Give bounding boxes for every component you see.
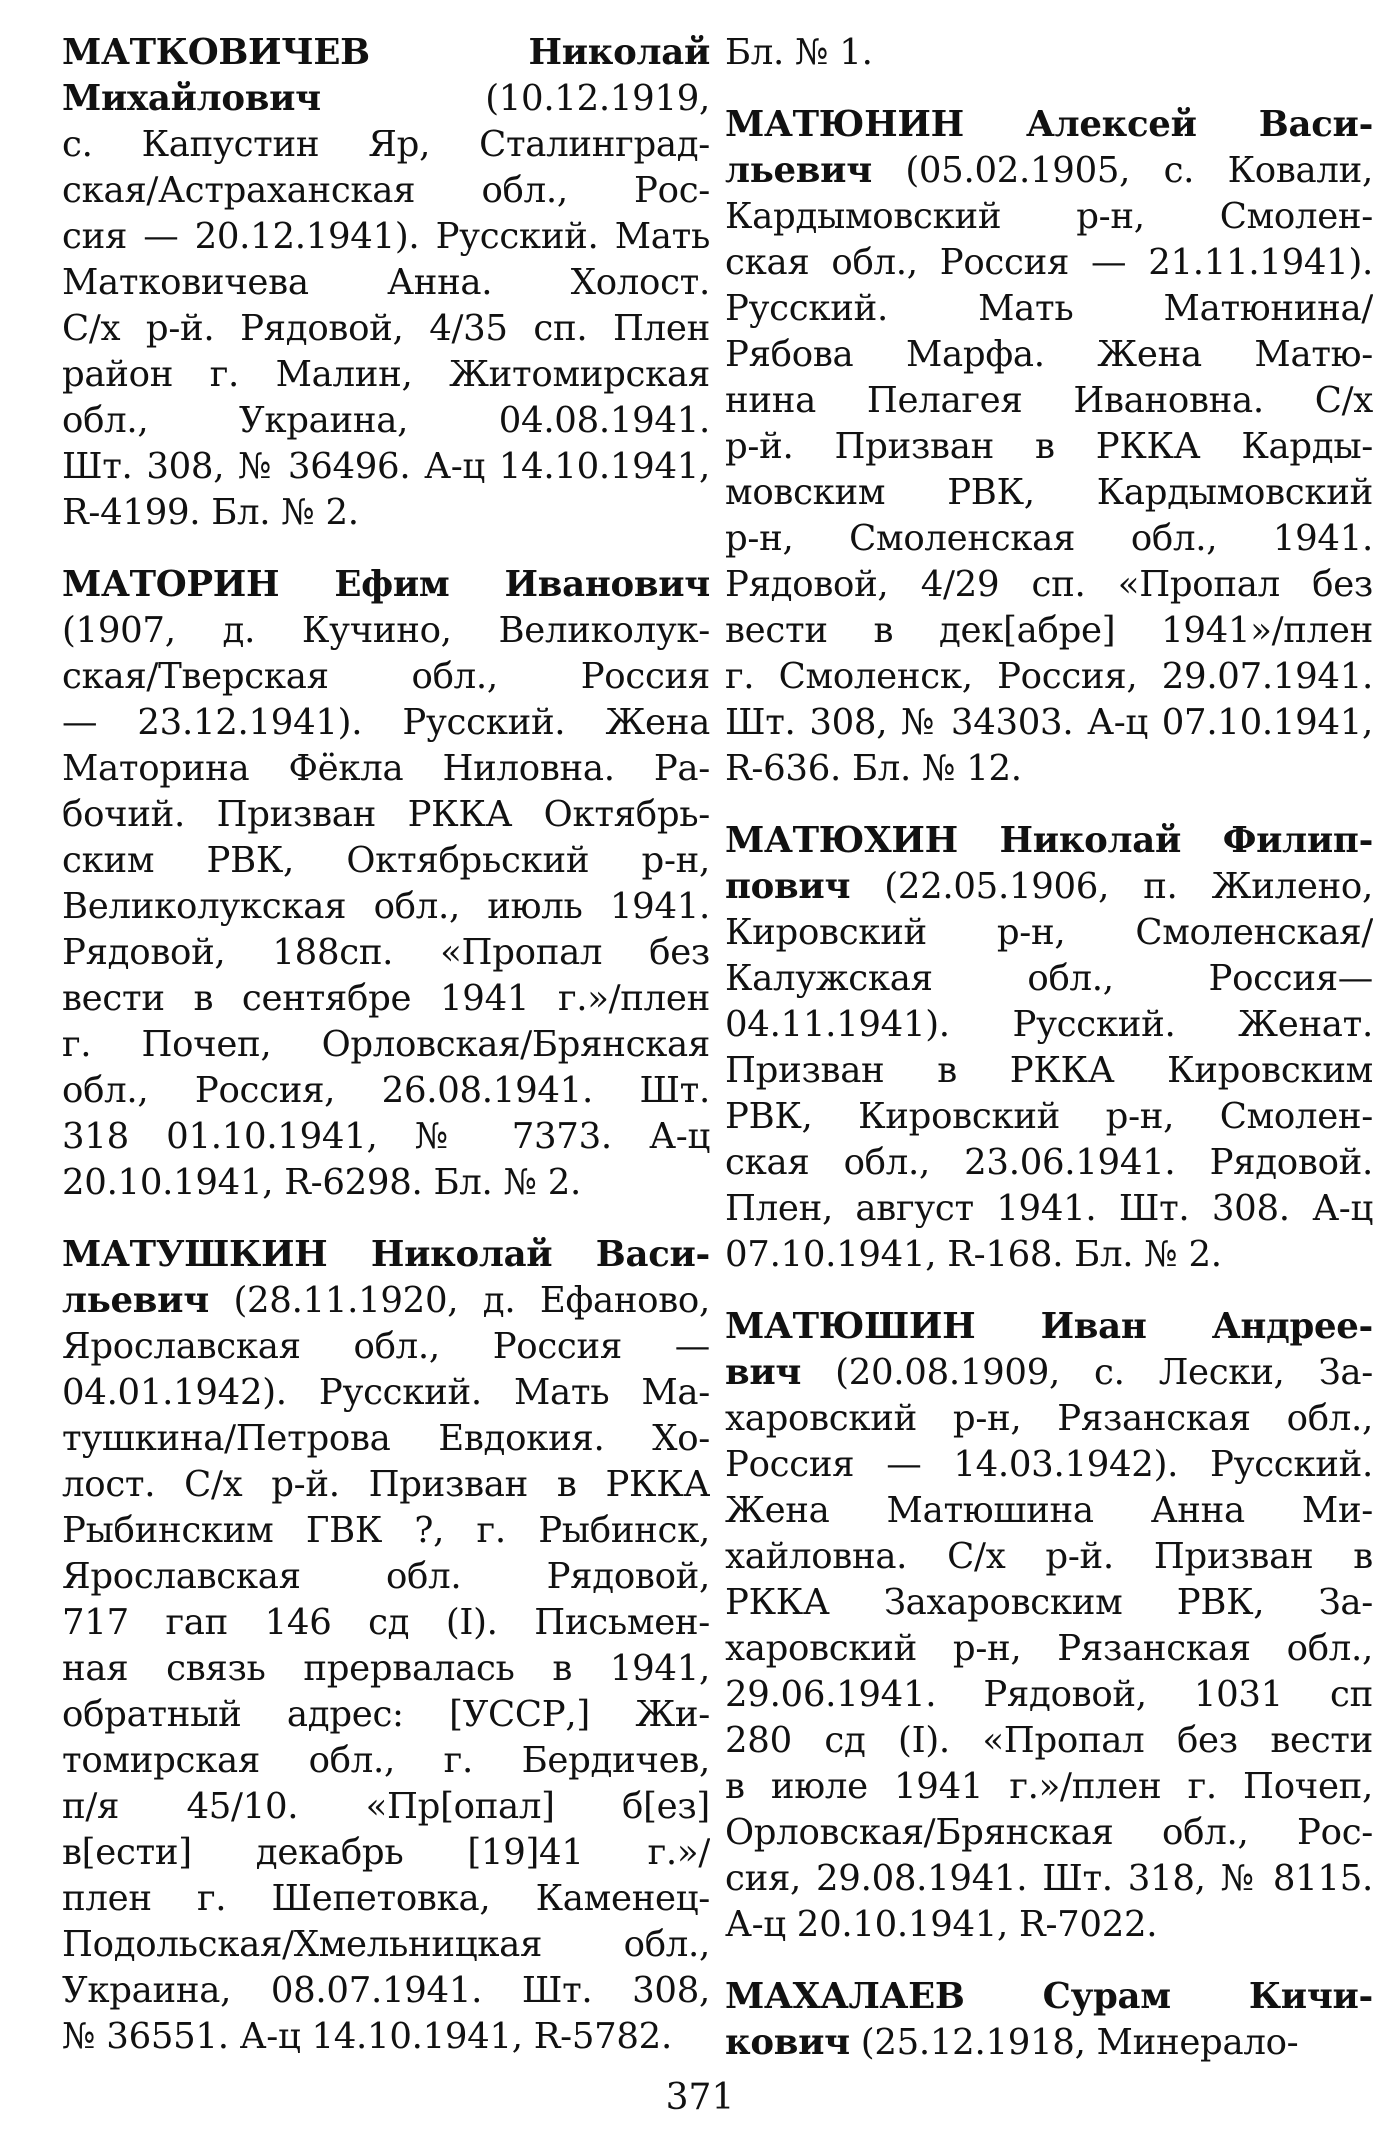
entry-line bbox=[62, 930, 710, 976]
entry-line bbox=[725, 148, 1373, 194]
entry-line bbox=[725, 1396, 1373, 1442]
entry-line bbox=[725, 1140, 1373, 1186]
entry-line bbox=[725, 1672, 1373, 1718]
entry bbox=[725, 818, 1373, 1278]
entry-line bbox=[62, 1784, 710, 1830]
entry-text: Маторина Фёкла Ниловна. Ра- bbox=[62, 748, 710, 789]
entry-text: 20.10.1941, R-6298. Бл. № 2. bbox=[62, 1162, 582, 1203]
entry-name: льевич bbox=[62, 1280, 209, 1321]
entry-line bbox=[725, 424, 1373, 470]
entry bbox=[725, 1974, 1373, 2066]
left-column bbox=[62, 30, 710, 2086]
entry-text: Великолукская обл., июль 1941. bbox=[62, 886, 710, 927]
entry-name: МАТЮНИН Алексей Васи- bbox=[725, 104, 1373, 145]
entry-line bbox=[725, 1232, 1373, 1278]
entry-line bbox=[62, 884, 710, 930]
entry-line bbox=[725, 956, 1373, 1002]
entry-line bbox=[62, 976, 710, 1022]
entry-text: Кировский р-н, Смоленская/ bbox=[725, 912, 1373, 953]
entry-text: (22.05.1906, п. Жилено, bbox=[850, 866, 1373, 907]
entry-line bbox=[725, 1764, 1373, 1810]
entry-text: в июле 1941 г.»/плен г. Почеп, bbox=[725, 1766, 1373, 1807]
entry-line bbox=[62, 352, 710, 398]
entry-text: С/х р-й. Рядовой, 4/35 сп. Плен bbox=[62, 308, 710, 349]
entry-text: п/я 45/10. «Пр[опал] б[ез] bbox=[62, 1786, 710, 1827]
entry-text: тушкина/Петрова Евдокия. Хо- bbox=[62, 1418, 710, 1459]
entry-line bbox=[725, 470, 1373, 516]
entry-text: с. Капустин Яр, Сталинград- bbox=[62, 124, 710, 165]
entry-line bbox=[725, 1856, 1373, 1902]
entry-text: Рядовой, 4/29 сп. «Пропал без bbox=[725, 564, 1373, 605]
entry-text: нина Пелагея Ивановна. С/х bbox=[725, 380, 1373, 421]
entry-line bbox=[725, 1442, 1373, 1488]
entry-text: лост. С/х р-й. Призван в РККА bbox=[62, 1464, 710, 1505]
entry-line bbox=[725, 1186, 1373, 1232]
entry-line bbox=[62, 444, 710, 490]
entry-line bbox=[62, 1600, 710, 1646]
entry-text: г. Смоленск, Россия, 29.07.1941. bbox=[725, 656, 1373, 697]
entry-text: R-4199. Бл. № 2. bbox=[62, 492, 359, 533]
entry-line bbox=[725, 1626, 1373, 1672]
entry-text: томирская обл., г. Бердичев, bbox=[62, 1740, 710, 1781]
entry-line bbox=[725, 608, 1373, 654]
entry-line bbox=[62, 1876, 710, 1922]
entry-text: Украина, 08.07.1941. Шт. 308, bbox=[62, 1970, 710, 2011]
entry-text: (05.02.1905, с. Ковали, bbox=[871, 150, 1373, 191]
entry-text: ская обл., Россия — 21.11.1941). bbox=[725, 242, 1373, 283]
entry-line bbox=[62, 76, 710, 122]
entry-text: плен г. Шепетовка, Каменец- bbox=[62, 1878, 710, 1919]
entry-name: МАТЮХИН Николай Филип- bbox=[725, 820, 1373, 861]
entry-text: А-ц 20.10.1941, R-7022. bbox=[725, 1904, 1158, 1945]
entry-text: Подольская/Хмельницкая обл., bbox=[62, 1924, 710, 1965]
entry-line bbox=[62, 838, 710, 884]
entry-line bbox=[725, 378, 1373, 424]
entry-text: (20.08.1909, с. Лески, За- bbox=[801, 1352, 1373, 1393]
entry-line bbox=[725, 1350, 1373, 1396]
entry-line bbox=[725, 1902, 1373, 1948]
entry-text: ская/Астраханская обл., Рос- bbox=[62, 170, 710, 211]
entry-name: МАТУШКИН Николай Васи- bbox=[62, 1234, 710, 1275]
entry-line bbox=[62, 1830, 710, 1876]
entry-line bbox=[725, 102, 1373, 148]
entry-line bbox=[725, 864, 1373, 910]
entry-text: R-636. Бл. № 12. bbox=[725, 748, 1022, 789]
entry-line bbox=[62, 30, 710, 76]
entry-line bbox=[62, 1114, 710, 1160]
entry-line bbox=[62, 1738, 710, 1784]
entry-name: кович bbox=[725, 2022, 850, 2063]
entry-text: обл., Украина, 04.08.1941. bbox=[62, 400, 710, 441]
entry-line bbox=[62, 608, 710, 654]
entry-text: ская обл., 23.06.1941. Рядовой. bbox=[725, 1142, 1373, 1183]
entry-name: МАТКОВИЧЕВ Николай bbox=[62, 32, 710, 73]
entry-text: сия, 29.08.1941. Шт. 318, № 8115. bbox=[725, 1858, 1373, 1899]
entry-line bbox=[62, 1160, 710, 1206]
entry bbox=[62, 1232, 710, 2060]
entry-text: Ярославская обл., Россия — bbox=[62, 1326, 710, 1367]
entry-name: МАТОРИН Ефим Иванович bbox=[62, 564, 710, 605]
entry-line bbox=[62, 122, 710, 168]
entry-text: (10.12.1919, bbox=[320, 78, 710, 119]
entry-line bbox=[62, 1416, 710, 1462]
entry-text: Орловская/Брянская обл., Рос- bbox=[725, 1812, 1373, 1853]
entry-text: Плен, август 1941. Шт. 308. А-ц bbox=[725, 1188, 1373, 1229]
entry-text: (1907, д. Кучино, Великолук- bbox=[62, 610, 710, 651]
entry-line bbox=[725, 654, 1373, 700]
entry-line bbox=[62, 792, 710, 838]
entry-line bbox=[725, 2020, 1373, 2066]
entry-line bbox=[725, 194, 1373, 240]
entry bbox=[62, 562, 710, 1206]
entry-text: ная связь прервалась в 1941, bbox=[62, 1648, 710, 1689]
entry-line bbox=[725, 910, 1373, 956]
entry-text: р-й. Призван в РККА Карды- bbox=[725, 426, 1373, 467]
entry-text: — 23.12.1941). Русский. Жена bbox=[62, 702, 710, 743]
entry-line bbox=[62, 2014, 710, 2060]
entry-text: Матковичева Анна. Холост. bbox=[62, 262, 710, 303]
entry-text: сия — 20.12.1941). Русский. Мать bbox=[62, 216, 710, 257]
entry-line bbox=[62, 1508, 710, 1554]
entry-name: вич bbox=[725, 1352, 802, 1393]
entry-line bbox=[725, 1002, 1373, 1048]
entry-text: Рябова Марфа. Жена Матю- bbox=[725, 334, 1373, 375]
entry-text: Рядовой, 188сп. «Пропал без bbox=[62, 932, 710, 973]
entry-text: вести в дек[абре] 1941»/плен bbox=[725, 610, 1373, 651]
entry bbox=[725, 1304, 1373, 1948]
entry-line bbox=[62, 654, 710, 700]
entry-line bbox=[725, 1094, 1373, 1140]
entry-text: Жена Матюшина Анна Ми- bbox=[725, 1490, 1373, 1531]
entry-text: мовским РВК, Кардымовский bbox=[725, 472, 1373, 513]
entry-text: Бл. № 1. bbox=[725, 32, 873, 73]
entry-text: Ярославская обл. Рядовой, bbox=[62, 1556, 710, 1597]
entry-text: вести в сентябре 1941 г.»/плен bbox=[62, 978, 710, 1019]
entry-text: Русский. Мать Матюнина/ bbox=[725, 288, 1373, 329]
entry-text: г. Почеп, Орловская/Брянская bbox=[62, 1024, 710, 1065]
entry-text: ская/Тверская обл., Россия bbox=[62, 656, 710, 697]
entry-text: Призван в РККА Кировским bbox=[725, 1050, 1373, 1091]
entry-line bbox=[62, 168, 710, 214]
entry-name: льевич bbox=[725, 150, 872, 191]
entry-text: Калужская обл., Россия— bbox=[725, 958, 1373, 999]
entry-line bbox=[62, 1068, 710, 1114]
entry-line bbox=[725, 1974, 1373, 2020]
entry-text: Кардымовский р-н, Смолен- bbox=[725, 196, 1373, 237]
entry-text: ским РВК, Октябрьский р-н, bbox=[62, 840, 710, 881]
entry-name: Михайлович bbox=[62, 78, 321, 119]
entry-text: РВК, Кировский р-н, Смолен- bbox=[725, 1096, 1373, 1137]
entry-line bbox=[725, 516, 1373, 562]
entry-text: 717 гап 146 сд (I). Письмен- bbox=[62, 1602, 710, 1643]
entry-line bbox=[62, 398, 710, 444]
entry bbox=[62, 30, 710, 536]
entry-text: р-н, Смоленская обл., 1941. bbox=[725, 518, 1373, 559]
entry-text: 318 01.10.1941, № 7373. А-ц bbox=[62, 1116, 710, 1157]
entry-text: 280 сд (I). «Пропал без вести bbox=[725, 1720, 1373, 1761]
entry-line bbox=[62, 562, 710, 608]
entry-text: (28.11.1920, д. Ефаново, bbox=[208, 1280, 710, 1321]
entry-line bbox=[725, 30, 1373, 76]
entry-text: обл., Россия, 26.08.1941. Шт. bbox=[62, 1070, 710, 1111]
entry-line bbox=[62, 1922, 710, 1968]
entry-line bbox=[62, 1324, 710, 1370]
entry-line bbox=[62, 1692, 710, 1738]
entry-text: 29.06.1941. Рядовой, 1031 сп bbox=[725, 1674, 1373, 1715]
entry-line bbox=[62, 1646, 710, 1692]
entry-text: район г. Малин, Житомирская bbox=[62, 354, 710, 395]
entry-line bbox=[62, 1022, 710, 1068]
entry-line bbox=[725, 332, 1373, 378]
entry-name: МАТЮШИН Иван Андрее- bbox=[725, 1306, 1373, 1347]
entry-line bbox=[62, 700, 710, 746]
entry-line bbox=[725, 1580, 1373, 1626]
entry-text: № 36551. А-ц 14.10.1941, R-5782. bbox=[62, 2016, 672, 2057]
entry-text: Шт. 308, № 34303. А-ц 07.10.1941, bbox=[725, 702, 1373, 743]
entry-line bbox=[62, 1232, 710, 1278]
entry-text: харовский р-н, Рязанская обл., bbox=[725, 1398, 1373, 1439]
entry-line bbox=[62, 1278, 710, 1324]
entry-line bbox=[725, 1810, 1373, 1856]
entry-line bbox=[62, 1462, 710, 1508]
entry-line bbox=[725, 1048, 1373, 1094]
page-number: 371 bbox=[665, 2077, 735, 2118]
entry-text: (25.12.1918, Минерало- bbox=[849, 2022, 1299, 2063]
entry-line bbox=[725, 1488, 1373, 1534]
entry-name: пович bbox=[725, 866, 851, 907]
entry-line bbox=[62, 746, 710, 792]
entry-line bbox=[62, 490, 710, 536]
entry-text: Рыбинским ГВК ?, г. Рыбинск, bbox=[62, 1510, 710, 1551]
entry bbox=[725, 30, 1373, 76]
entry-name: МАХАЛАЕВ Сурам Кичи- bbox=[725, 1976, 1373, 2017]
entry-line bbox=[62, 214, 710, 260]
entry-line bbox=[62, 306, 710, 352]
entry-text: обратный адрес: [УССР,] Жи- bbox=[62, 1694, 710, 1735]
entry-line bbox=[725, 1718, 1373, 1764]
entry-line bbox=[725, 240, 1373, 286]
entry-text: 04.01.1942). Русский. Мать Ма- bbox=[62, 1372, 710, 1413]
entry-text: РККА Захаровским РВК, За- bbox=[725, 1582, 1373, 1623]
entry-line bbox=[725, 1534, 1373, 1580]
right-column bbox=[725, 30, 1373, 2092]
entry bbox=[725, 102, 1373, 792]
entry-text: Шт. 308, № 36496. А-ц 14.10.1941, bbox=[62, 446, 710, 487]
entry-text: Россия — 14.03.1942). Русский. bbox=[725, 1444, 1373, 1485]
entry-line bbox=[725, 286, 1373, 332]
entry-text: в[ести] декабрь [19]41 г.»/ bbox=[62, 1832, 710, 1873]
entry-line bbox=[725, 700, 1373, 746]
entry-line bbox=[62, 1554, 710, 1600]
entry-text: харовский р-н, Рязанская обл., bbox=[725, 1628, 1373, 1669]
entry-text: 07.10.1941, R-168. Бл. № 2. bbox=[725, 1234, 1222, 1275]
entry-text: 04.11.1941). Русский. Женат. bbox=[725, 1004, 1373, 1045]
entry-line bbox=[725, 562, 1373, 608]
entry-line bbox=[725, 1304, 1373, 1350]
entry-line bbox=[62, 260, 710, 306]
entry-text: хайловна. С/х р-й. Призван в bbox=[725, 1536, 1373, 1577]
entry-line bbox=[62, 1370, 710, 1416]
entry-text: бочий. Призван РККА Октябрь- bbox=[62, 794, 710, 835]
entry-line bbox=[62, 1968, 710, 2014]
entry-line bbox=[725, 746, 1373, 792]
entry-line bbox=[725, 818, 1373, 864]
